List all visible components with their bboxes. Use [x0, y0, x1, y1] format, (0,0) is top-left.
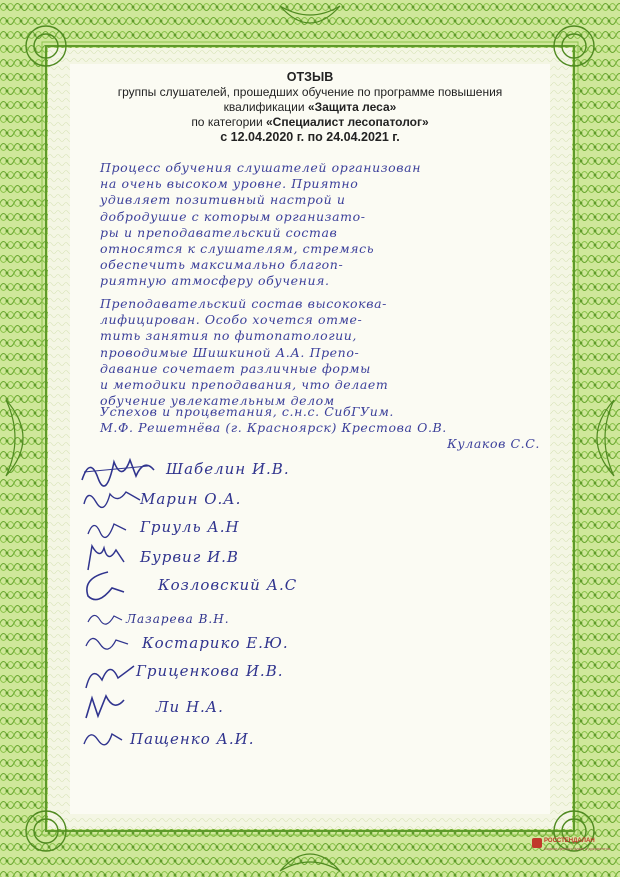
printer-logo-mark	[532, 838, 542, 848]
signature-name: Гриуль А.Н	[140, 518, 240, 536]
signature-name: Костарико Е.Ю.	[142, 634, 289, 652]
handwritten-line: удивляет позитивный настрой и	[100, 192, 346, 208]
signature-name: Шабелин И.В.	[166, 460, 290, 478]
handwritten-line: Успехов и процветания, с.н.с. СибГУим.	[100, 404, 394, 419]
handwritten-line: на очень высоком уровне. Приятно	[100, 176, 359, 192]
handwritten-line: лифицирован. Особо хочется отме-	[100, 312, 363, 328]
document-title: ОТЗЫВ	[286, 70, 334, 84]
handwritten-line: добродушие с которым организато-	[100, 208, 366, 224]
printer-brand: РОССТЕНДАЛАН	[544, 838, 595, 844]
review-paragraph-1	[100, 160, 550, 290]
signature-name: Пащенко А.И.	[130, 730, 255, 748]
signature-scribble	[78, 568, 158, 608]
handwritten-line: ры и преподавательский состав	[100, 224, 338, 240]
handwritten-line: и методики преподавания, что делает	[100, 377, 389, 393]
handwritten-line: риятную атмосферу обучения.	[100, 273, 330, 289]
handwritten-line: М.Ф. Решетнёва (г. Красноярск) Крестова О.В.	[100, 420, 447, 436]
signature-row	[78, 654, 548, 694]
handwritten-line: тить занятия по фитопатологии,	[100, 328, 357, 344]
signature-scribble	[78, 510, 138, 540]
heading-line-3: по категории «Специалист лесопатолог»	[191, 115, 429, 129]
printer-logo	[532, 838, 610, 862]
handwritten-line: обучение увлекательным делом	[100, 393, 335, 409]
signature-name: Лазарева В.Н.	[126, 612, 230, 626]
signature-scribble	[78, 626, 138, 656]
signature-name: Ли Н.А.	[156, 698, 224, 716]
handwritten-line: Процесс обучения слушателей организован	[100, 160, 422, 175]
heading-dates: с 12.04.2020 г. по 24.04.2021 г.	[220, 130, 400, 144]
document-heading	[70, 70, 550, 145]
signature-scribble	[78, 482, 148, 512]
handwritten-line: проводимые Шишкиной А.А. Препо-	[100, 344, 360, 360]
signature-scribble	[78, 690, 148, 724]
handwritten-line: относятся к слушателям, стремясь	[100, 241, 375, 257]
signature-name: Марин О.А.	[140, 490, 242, 508]
signature-row	[78, 568, 548, 608]
handwritten-line: Преподавательский состав высококва-	[100, 296, 388, 311]
signature-scribble	[78, 722, 138, 752]
signature-name: Бурвиг И.В	[140, 548, 239, 566]
signature-row	[78, 722, 548, 762]
heading-line-2: квалификации «Защита леса»	[223, 100, 397, 114]
review-closing	[100, 404, 550, 453]
heading-line-1: группы слушателей, прошедших обучение по программе повышения	[117, 85, 503, 99]
signature-name: Гриценкова И.В.	[136, 662, 284, 680]
handwritten-line: обеспечить максимально благоп-	[100, 257, 344, 273]
printer-tagline: Бланки ценных бумаг и документов	[544, 846, 610, 851]
review-paragraph-2	[100, 296, 550, 409]
signature-name: Козловский А.С	[158, 576, 298, 594]
handwritten-line: Кулаков С.С.	[447, 436, 540, 452]
handwritten-line: давание сочетает различные формы	[100, 360, 371, 376]
